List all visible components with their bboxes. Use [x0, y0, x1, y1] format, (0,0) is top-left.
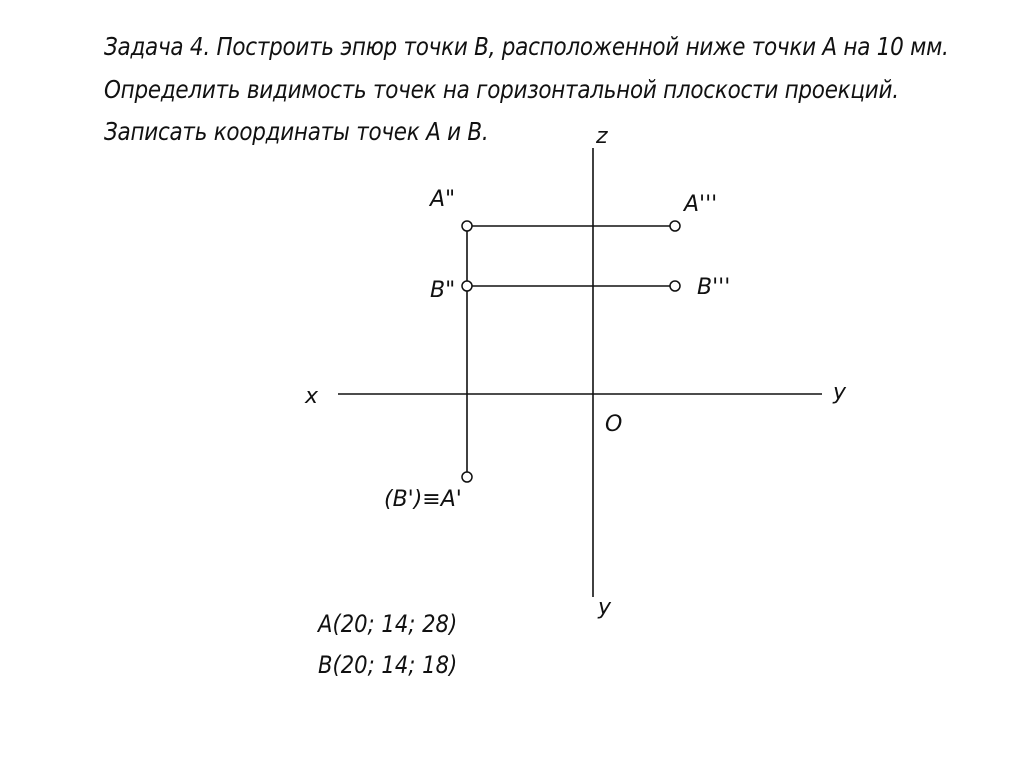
point-horizontal-coincident — [462, 472, 472, 482]
task-statement-line-1: Задача 4. Построить эпюр точки В, расположенной ниже точки А на 10 мм. — [104, 32, 949, 61]
point-a-profile — [670, 221, 680, 231]
label-a-frontal: A" — [430, 187, 456, 212]
axis-label-z: z — [596, 124, 608, 149]
label-b-profile: B''' — [697, 275, 731, 300]
axis-label-y-horizontal: y — [833, 380, 847, 405]
axis-label-y-vertical: y — [598, 595, 612, 620]
point-a-frontal — [462, 221, 472, 231]
point-b-frontal — [462, 281, 472, 291]
label-horizontal-coincident: (B')≡A' — [384, 487, 462, 512]
task-statement-line-3: Записать координаты точек А и В. — [104, 117, 489, 146]
task-statement-line-2: Определить видимость точек на горизонтальной плоскости проекций. — [104, 75, 899, 104]
label-b-frontal: B" — [430, 278, 456, 303]
origin-label: O — [605, 412, 623, 437]
axis-label-x: x — [305, 384, 319, 409]
label-a-profile: A''' — [684, 192, 718, 217]
point-b-profile — [670, 281, 680, 291]
coordinates-point-b: B(20; 14; 18) — [318, 651, 458, 679]
coordinates-point-a: A(20; 14; 28) — [318, 610, 458, 638]
